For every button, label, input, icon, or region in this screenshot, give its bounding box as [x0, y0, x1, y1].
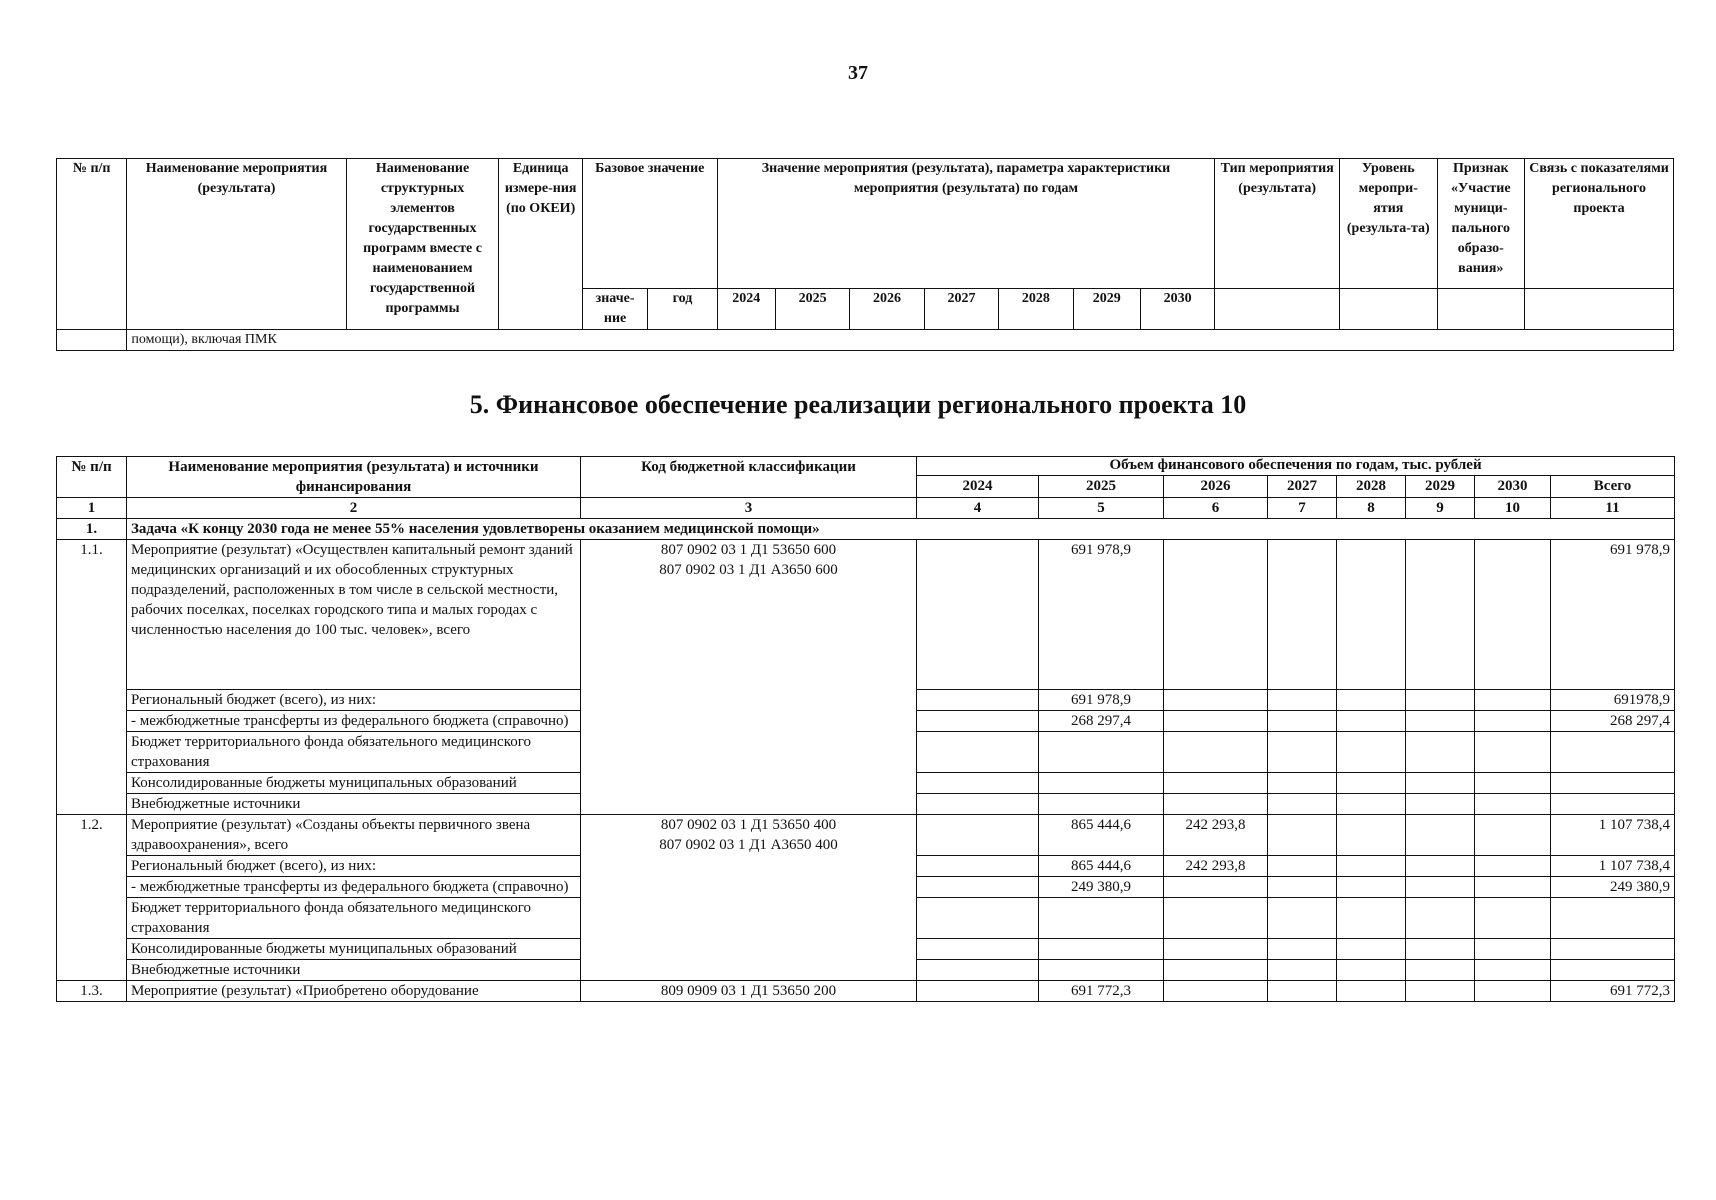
item-codes	[581, 981, 917, 1002]
item-title: Мероприятие (результат) «Осуществлен капитальный ремонт зданий медицинских организаций и их обособленных структурных подразделений, расположенных в том числе в сельской местности, рабочих поселках, поселках городского типа и малых городах с численностью населения до 100 тыс. человек», всего	[127, 540, 581, 690]
fin-header-total: Всего	[1551, 476, 1675, 498]
column-number: 4	[917, 498, 1039, 519]
budget-code: 809 0909 03 1 Д1 53650 200	[660, 983, 837, 999]
item-num: 1.1.	[57, 540, 127, 815]
source-label: Консолидированные бюджеты муниципальных образований	[127, 939, 581, 960]
value-total: 1 107 738,4	[1551, 815, 1675, 856]
column-number: 6	[1164, 498, 1268, 519]
value-2025: 865 444,6	[1039, 815, 1164, 856]
header-num: № п/п	[57, 159, 127, 330]
header-year: 2026	[850, 289, 924, 330]
value-2024	[917, 815, 1039, 856]
fin-header-year: 2029	[1406, 476, 1475, 498]
source-label: Бюджет территориального фонда обязательного медицинского страхования	[127, 898, 581, 939]
column-number: 10	[1475, 498, 1551, 519]
fin-header-code: Код бюджетной классификации	[581, 457, 917, 498]
value-2025: 691 772,3	[1039, 981, 1164, 1002]
header-link: Связь с показателями регионального проекта	[1525, 159, 1674, 289]
source-label: - межбюджетные трансферты из федерального бюджета (справочно)	[127, 877, 581, 898]
header-name: Наименование мероприятия (результата)	[127, 159, 346, 330]
header-unit: Единица измере-ния (по ОКЕИ)	[499, 159, 582, 330]
value-2025: 268 297,4	[1039, 711, 1164, 732]
item-codes	[581, 540, 917, 815]
budget-code: 807 0902 03 1 Д1 53650 600	[660, 542, 837, 558]
header-base-year: год	[648, 289, 717, 330]
value-2025: 249 380,9	[1039, 877, 1164, 898]
budget-code: 807 0902 03 1 Д1 А3650 600	[659, 562, 838, 578]
value-2024	[917, 540, 1039, 690]
source-label: Региональный бюджет (всего), из них:	[127, 690, 581, 711]
fin-header-num: № п/п	[57, 457, 127, 498]
source-label: Внебюджетные источники	[127, 794, 581, 815]
fin-header-year: 2028	[1337, 476, 1406, 498]
continuation-text: помощи), включая ПМК	[127, 330, 1674, 351]
value-2025: 691 978,9	[1039, 540, 1164, 690]
value-total: 691 978,9	[1551, 540, 1675, 690]
header-base: Базовое значение	[582, 159, 717, 289]
value-2026	[1164, 540, 1268, 690]
value-total: 1 107 738,4	[1551, 856, 1675, 877]
item-num: 1.3.	[57, 981, 127, 1002]
budget-code: 807 0902 03 1 Д1 А3650 400	[659, 837, 838, 853]
item-title: Мероприятие (результат) «Приобретено оборудование	[127, 981, 581, 1002]
header-year: 2025	[775, 289, 849, 330]
source-label: Бюджет территориального фонда обязательного медицинского страхования	[127, 732, 581, 773]
value-2025: 691 978,9	[1039, 690, 1164, 711]
column-number: 9	[1406, 498, 1475, 519]
source-label: Консолидированные бюджеты муниципальных образований	[127, 773, 581, 794]
source-label: Внебюджетные источники	[127, 960, 581, 981]
value-2026	[1164, 690, 1268, 711]
value-2026: 242 293,8	[1164, 856, 1268, 877]
source-label: Региональный бюджет (всего), из них:	[127, 856, 581, 877]
header-values: Значение мероприятия (результата), параметра характеристики мероприятия (результата) по годам	[717, 159, 1215, 289]
task-num: 1.	[57, 519, 127, 540]
header-year: 2028	[999, 289, 1073, 330]
fin-header-year: 2026	[1164, 476, 1268, 498]
value-total: 691978,9	[1551, 690, 1675, 711]
value-2026	[1164, 981, 1268, 1002]
column-number: 11	[1551, 498, 1675, 519]
column-number: 5	[1039, 498, 1164, 519]
header-municipal: Признак «Участие муници-пального образо-вания»	[1437, 159, 1524, 289]
value-2024	[917, 981, 1039, 1002]
column-number: 2	[127, 498, 581, 519]
fin-header-year: 2025	[1039, 476, 1164, 498]
header-year: 2030	[1140, 289, 1214, 330]
column-number: 1	[57, 498, 127, 519]
fin-header-year: 2030	[1475, 476, 1551, 498]
section-title: 5. Финансовое обеспечение реализации регионального проекта 10	[469, 390, 1247, 419]
header-year: 2027	[924, 289, 998, 330]
value-total: 249 380,9	[1551, 877, 1675, 898]
value-2026	[1164, 711, 1268, 732]
header-type: Тип мероприятия (результата)	[1215, 159, 1340, 289]
fin-header-year: 2027	[1268, 476, 1337, 498]
fin-header-volume: Объем финансового обеспечения по годам, тыс. рублей	[917, 457, 1675, 476]
fin-header-name: Наименование мероприятия (результата) и источники финансирования	[127, 457, 581, 498]
header-year: 2029	[1073, 289, 1140, 330]
value-2025: 865 444,6	[1039, 856, 1164, 877]
value-2026: 242 293,8	[1164, 815, 1268, 856]
fin-header-year: 2024	[917, 476, 1039, 498]
value-total: 691 772,3	[1551, 981, 1675, 1002]
header-year: 2024	[717, 289, 775, 330]
financing-table	[56, 456, 1675, 1002]
task-text: Задача «К концу 2030 года не менее 55% населения удовлетворены оказанием медицинской помощи»	[127, 519, 1675, 540]
header-struct: Наименование структурных элементов государственных программ вместе с наименованием государственной программы	[346, 159, 499, 330]
value-2026	[1164, 877, 1268, 898]
page-number: 37	[848, 62, 868, 84]
header-base-value: значе-ние	[582, 289, 647, 330]
item-title: Мероприятие (результат) «Созданы объекты первичного звена здравоохранения», всего	[127, 815, 581, 856]
item-codes	[581, 815, 917, 981]
column-number: 8	[1337, 498, 1406, 519]
item-num: 1.2.	[57, 815, 127, 981]
budget-code: 807 0902 03 1 Д1 53650 400	[660, 817, 837, 833]
source-label: - межбюджетные трансферты из федерального бюджета (справочно)	[127, 711, 581, 732]
column-number: 7	[1268, 498, 1337, 519]
header-level: Уровень меропри-ятия (результа-та)	[1340, 159, 1438, 289]
results-table-header	[56, 158, 1674, 351]
column-number: 3	[581, 498, 917, 519]
value-total: 268 297,4	[1551, 711, 1675, 732]
